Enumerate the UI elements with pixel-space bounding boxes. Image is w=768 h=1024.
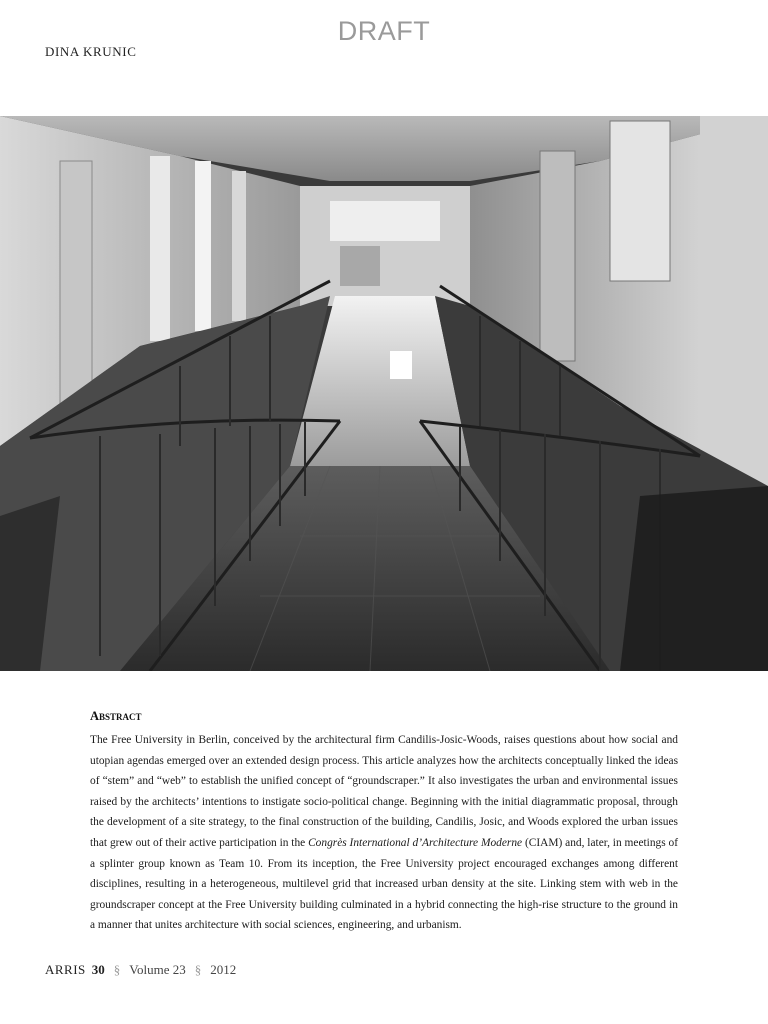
page-footer [45, 962, 236, 978]
volume-label: Volume 23 [129, 962, 186, 977]
journal-name: ARRIS [45, 962, 86, 977]
abstract-text-part1: The Free University in Berlin, conceived by the architectural firm Candilis-Josic-Woods, raises questions about how social and utopian agendas emerged over an extended design process. This article analyzes how the architects conceptually linked the ideas of “stem” and “web” to establish the unified concept of “groundscraper.” It also investigates the urban and environmental issues raised by the architects’ intentions to instigate socio-political change. Beginning with the initial diagrammatic proposal, through the development of a site strategy, to the final construction of the building, Candilis, Josic, and Woods explored the urban issues that grew out of their active participation in the [90, 734, 678, 849]
abstract-body [90, 730, 678, 936]
section-separator: § [194, 962, 202, 977]
abstract-heading: Abstract [90, 709, 142, 723]
section-separator: § [113, 962, 121, 977]
running-head-author: DINA KRUNIC [45, 44, 137, 59]
building-interior-photo [0, 116, 768, 671]
issue-number: 30 [91, 962, 105, 977]
abstract-section [90, 709, 678, 936]
publication-year: 2012 [210, 962, 237, 977]
draft-watermark: DRAFT [337, 16, 431, 46]
abstract-text-part2: (CIAM) and, later, in meetings of a splinter group known as Team 10. From its inception, the Free University project encouraged exchanges among different disciplines, resulting in a heterogeneous, multilevel grid that increased urban density at the site. Linking stem with web in the groundscraper concept at the Free University building culminated in a hybrid connecting the high-rise structure to the ground in a manner that unites architecture with social sciences, engineering, and urbanism. [90, 836, 679, 932]
abstract-italic-title: Congrès International d’Architecture Moderne [308, 836, 523, 849]
photograph-icon [0, 116, 768, 671]
